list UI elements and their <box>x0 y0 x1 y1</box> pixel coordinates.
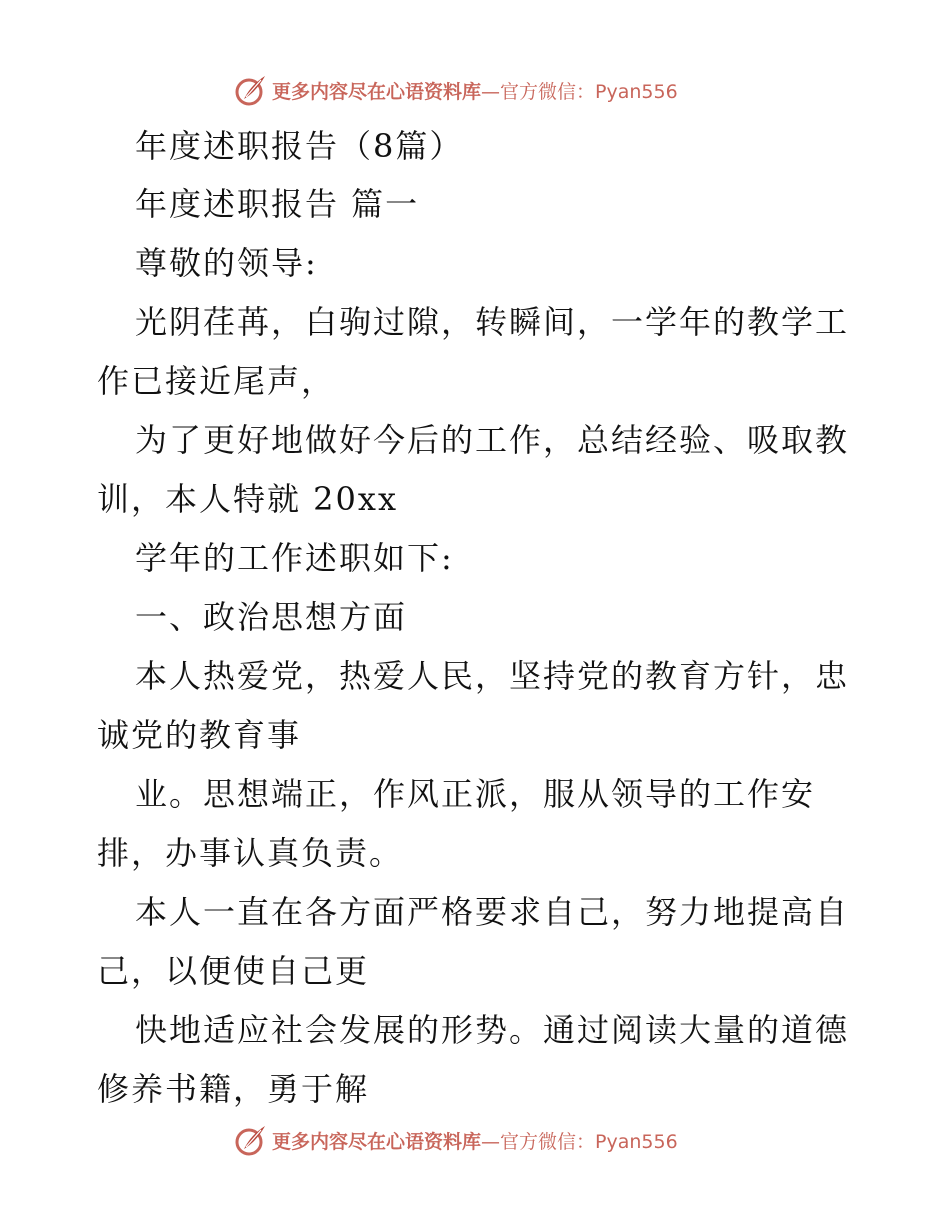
site-name: 更多内容尽在心语资料库 <box>272 1130 482 1153</box>
header-banner <box>234 70 678 110</box>
paragraph-line: 本人热爱党，热爱人民，坚持党的教育方针，忠 <box>135 657 850 695</box>
site-name: 更多内容尽在心语资料库 <box>272 80 482 103</box>
banner-dash: — <box>481 1130 501 1153</box>
paragraph-line: 诚党的教育事 <box>97 716 302 754</box>
paragraph-line: 本人一直在各方面严格要求自己，努力地提高自 <box>135 893 850 931</box>
footer-banner <box>234 1120 678 1160</box>
paragraph-line: 快地适应社会发展的形势。通过阅读大量的道德 <box>135 1011 850 1049</box>
paragraph-line: 己，以便使自己更 <box>97 952 370 990</box>
feather-pen-circle-icon <box>234 73 268 107</box>
banner-dash: — <box>481 80 501 103</box>
paragraph-line: 排，办事认真负责。 <box>97 834 404 872</box>
paragraph-line: 训，本人特就 20xx <box>97 480 398 518</box>
salutation: 尊敬的领导: <box>135 244 318 282</box>
paragraph-line: 业。思想端正，作风正派，服从领导的工作安 <box>135 775 816 813</box>
document-title: 年度述职报告（8篇） <box>135 127 464 165</box>
wechat-id: 官方微信：Pyan556 <box>500 80 678 103</box>
wechat-id: 官方微信：Pyan556 <box>500 1130 678 1153</box>
paragraph-line: 为了更好地做好今后的工作，总结经验、吸取教 <box>135 421 850 459</box>
section-heading: 年度述职报告 篇一 <box>135 185 420 223</box>
footer-banner-text <box>272 1127 678 1154</box>
subsection-heading: 一、政治思想方面 <box>135 598 408 636</box>
header-banner-text <box>272 77 678 104</box>
feather-pen-circle-icon <box>234 1123 268 1157</box>
paragraph-line: 光阴荏苒，白驹过隙，转瞬间，一学年的教学工 <box>135 303 850 341</box>
paragraph-line: 作已接近尾声， <box>97 362 336 400</box>
paragraph-line: 修养书籍，勇于解 <box>97 1070 370 1108</box>
paragraph-line: 学年的工作述职如下: <box>135 539 454 577</box>
